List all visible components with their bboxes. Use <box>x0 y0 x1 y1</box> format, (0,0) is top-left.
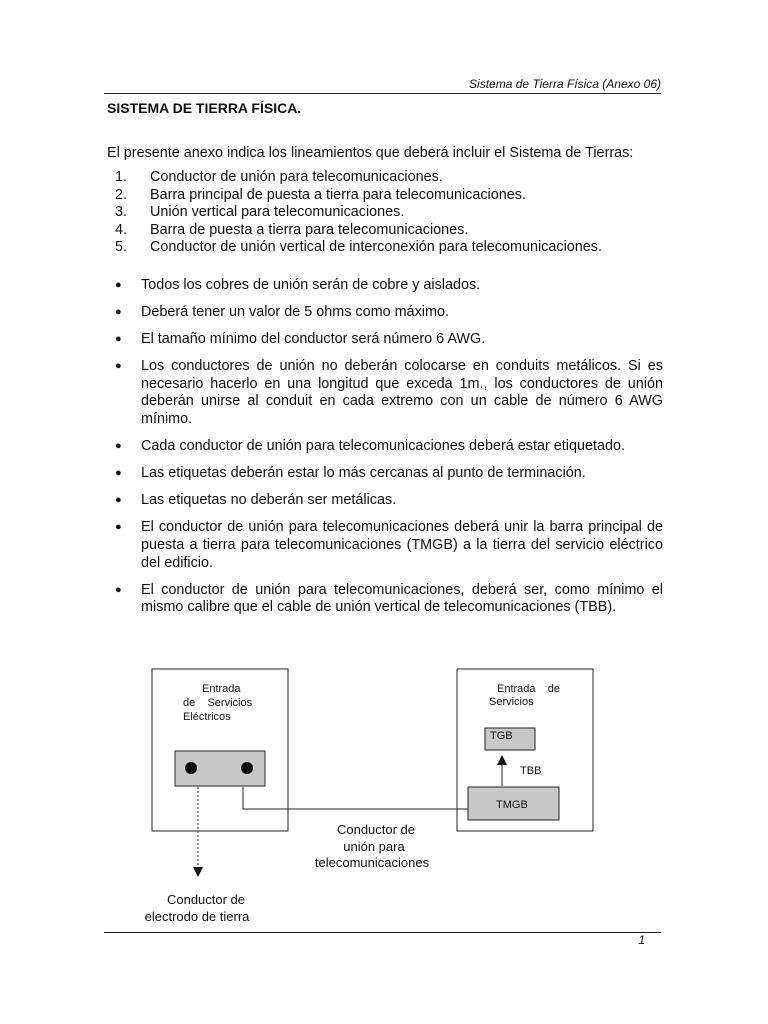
terminal-left-icon <box>185 762 197 774</box>
bonding-caption-line2: unión para <box>343 839 405 854</box>
item-number: 5. <box>115 239 128 256</box>
ground-caption-line2: electrodo de tierra <box>144 909 250 924</box>
bullet-text: Cada conductor de unión para telecomunicaciones deberá estar etiquetado. <box>141 438 626 455</box>
tmgb-label: TMGB <box>496 799 528 811</box>
bullet-icon: ● <box>115 521 122 534</box>
bullet-text: El tamaño mínimo del conductor será número 6 AWG. <box>141 331 486 348</box>
bullet-text: El conductor de unión para telecomunicaciones, deberá ser, como mínimo el mismo calibre que el cable de unión vertical de telecomunicaciones (TBB). <box>141 581 663 616</box>
electrical-box-label-line3: Eléctricos <box>183 711 231 723</box>
telecom-box-label-line1: Entrada de <box>497 683 560 695</box>
bullet-text: Las etiquetas no deberán ser metálicas. <box>141 492 397 509</box>
bullet-text: El conductor de unión para telecomunicaciones deberá unir la barra principal de puesta a tierra para telecomunicaciones (TMGB) a la tierra del servicio eléctrico del edificio. <box>141 519 663 571</box>
item-text: Conductor de unión vertical de interconexión para telecomunicaciones. <box>150 239 602 256</box>
bullet-icon: ● <box>115 360 122 373</box>
running-header: Sistema de Tierra Física (Anexo 06) <box>469 77 661 91</box>
item-text: Unión vertical para telecomunicaciones. <box>150 204 405 221</box>
bonding-caption-line1: Conductor de <box>336 822 416 837</box>
bullet-icon: ● <box>115 440 122 453</box>
bullet-icon: ● <box>115 467 122 480</box>
terminal-right-icon <box>241 762 253 774</box>
item-text: Barra principal de puesta a tierra para telecomunicaciones. <box>150 186 526 203</box>
telecom-box-label-line2: Servicios <box>489 696 534 708</box>
bullet-text: Las etiquetas deberán estar lo más cercanas al punto de terminación. <box>141 465 586 482</box>
ground-caption-line1: Conductor de <box>166 892 246 907</box>
tbb-label: TBB <box>520 765 542 777</box>
bullet-text: Deberá tener un valor de 5 ohms como máximo. <box>141 304 449 321</box>
electrical-box-label-line2: de Servicios <box>183 697 253 709</box>
item-text: Conductor de unión para telecomunicaciones. <box>150 169 443 185</box>
bonding-conductor-line <box>243 787 468 809</box>
bullet-icon: ● <box>115 494 122 507</box>
electrical-box-label-line1: Entrada <box>202 683 241 695</box>
bullet-icon: ● <box>115 333 122 346</box>
item-number: 3. <box>115 204 128 221</box>
item-number: 1. <box>115 169 128 185</box>
bullet-icon: ● <box>115 279 122 291</box>
bonding-caption-line3: telecomunicaciones <box>314 855 430 870</box>
item-number: 4. <box>115 221 128 238</box>
section-title: SISTEMA DE TIERRA FÍSICA. <box>107 100 302 116</box>
bullet-text: Todos los cobres de unión serán de cobre y aislados. <box>141 277 481 293</box>
item-number: 2. <box>115 186 128 203</box>
bullet-icon: ● <box>115 306 122 319</box>
bullet-text: Los conductores de unión no deberán colocarse en conduits metálicos. Si es necesario hacerlo en una longitud que exceda 1m., los conductores de unión deberán unirse al conduit en cada extremo con un cable de número 6 AWG mínimo. <box>141 358 663 428</box>
item-text: Barra de puesta a tierra para telecomunicaciones. <box>150 221 469 238</box>
tgb-label: TGB <box>490 730 513 742</box>
intro-paragraph: El presente anexo indica los lineamientos que deberá incluir el Sistema de Tierras: <box>107 145 634 161</box>
bullet-icon: ● <box>115 583 122 596</box>
footer-rule <box>104 932 661 933</box>
page-number: 1 <box>638 933 645 947</box>
